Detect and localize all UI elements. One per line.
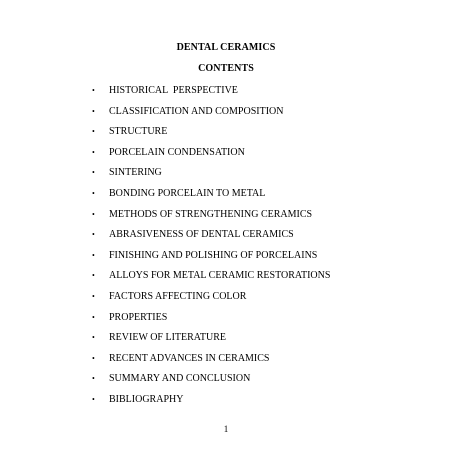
contents-item-label: REVIEW OF LITERATURE [109,332,227,344]
bullet-icon: • [92,209,95,219]
contents-item-label: CLASSIFICATION AND COMPOSITION [109,105,284,117]
contents-item-label: FACTORS AFFECTING COLOR [109,291,247,302]
contents-item [92,331,226,345]
contents-item [92,146,245,160]
bullet-icon: • [92,127,95,137]
contents-item [92,393,183,407]
contents-item [92,249,317,263]
bullet-icon: • [92,333,95,343]
contents-item [92,166,162,180]
contents-item-label: HISTORICAL PERSPECTIVE [109,85,238,96]
contents-item [92,125,167,139]
contents-item-label: BIBLIOGRAPHY [109,394,184,405]
bullet-icon: • [92,292,95,301]
contents-item-label: ABRASIVENESS OF DENTAL CERAMICS [109,229,294,241]
bullet-icon: • [92,168,95,178]
bullet-icon: • [92,312,95,322]
contents-item-label: STRUCTURE [109,126,168,138]
contents-item-label: PORCELAIN CONDENSATION [109,146,245,158]
document-title: DENTAL CERAMICS [176,42,276,53]
contents-item [92,208,312,222]
contents-item-label: BONDING PORCELAIN TO METAL [109,188,266,199]
contents-item-label: ALLOYS FOR METAL CERAMIC RESTORATIONS [109,270,331,282]
contents-item [92,372,250,386]
contents-item-label: SUMMARY AND CONCLUSION [109,373,251,385]
bullet-icon: • [92,353,95,363]
bullet-icon: • [92,86,95,95]
bullet-icon: • [92,250,95,260]
contents-item-label: FINISHING AND POLISHING OF PORCELAINS [109,249,318,261]
contents-item-label: RECENT ADVANCES IN CERAMICS [109,352,270,364]
bullet-icon: • [92,189,95,198]
bullet-icon: • [92,374,95,384]
bullet-icon: • [92,271,95,281]
contents-item [92,269,330,283]
contents-item [92,352,270,366]
contents-item [92,311,167,325]
contents-item-label: METHODS OF STRENGTHENING CERAMICS [109,208,313,220]
bullet-icon: • [92,230,95,240]
contents-heading: CONTENTS [198,63,254,74]
bullet-icon: • [92,106,95,116]
contents-item [92,290,246,304]
contents-item [92,187,265,201]
contents-item [92,228,294,242]
page-number: 1 [223,424,229,434]
contents-item-label: PROPERTIES [109,311,168,323]
contents-item [92,105,283,119]
contents-item [92,84,238,98]
bullet-icon: • [92,147,95,157]
contents-item-label: SINTERING [109,167,162,179]
bullet-icon: • [92,395,95,404]
